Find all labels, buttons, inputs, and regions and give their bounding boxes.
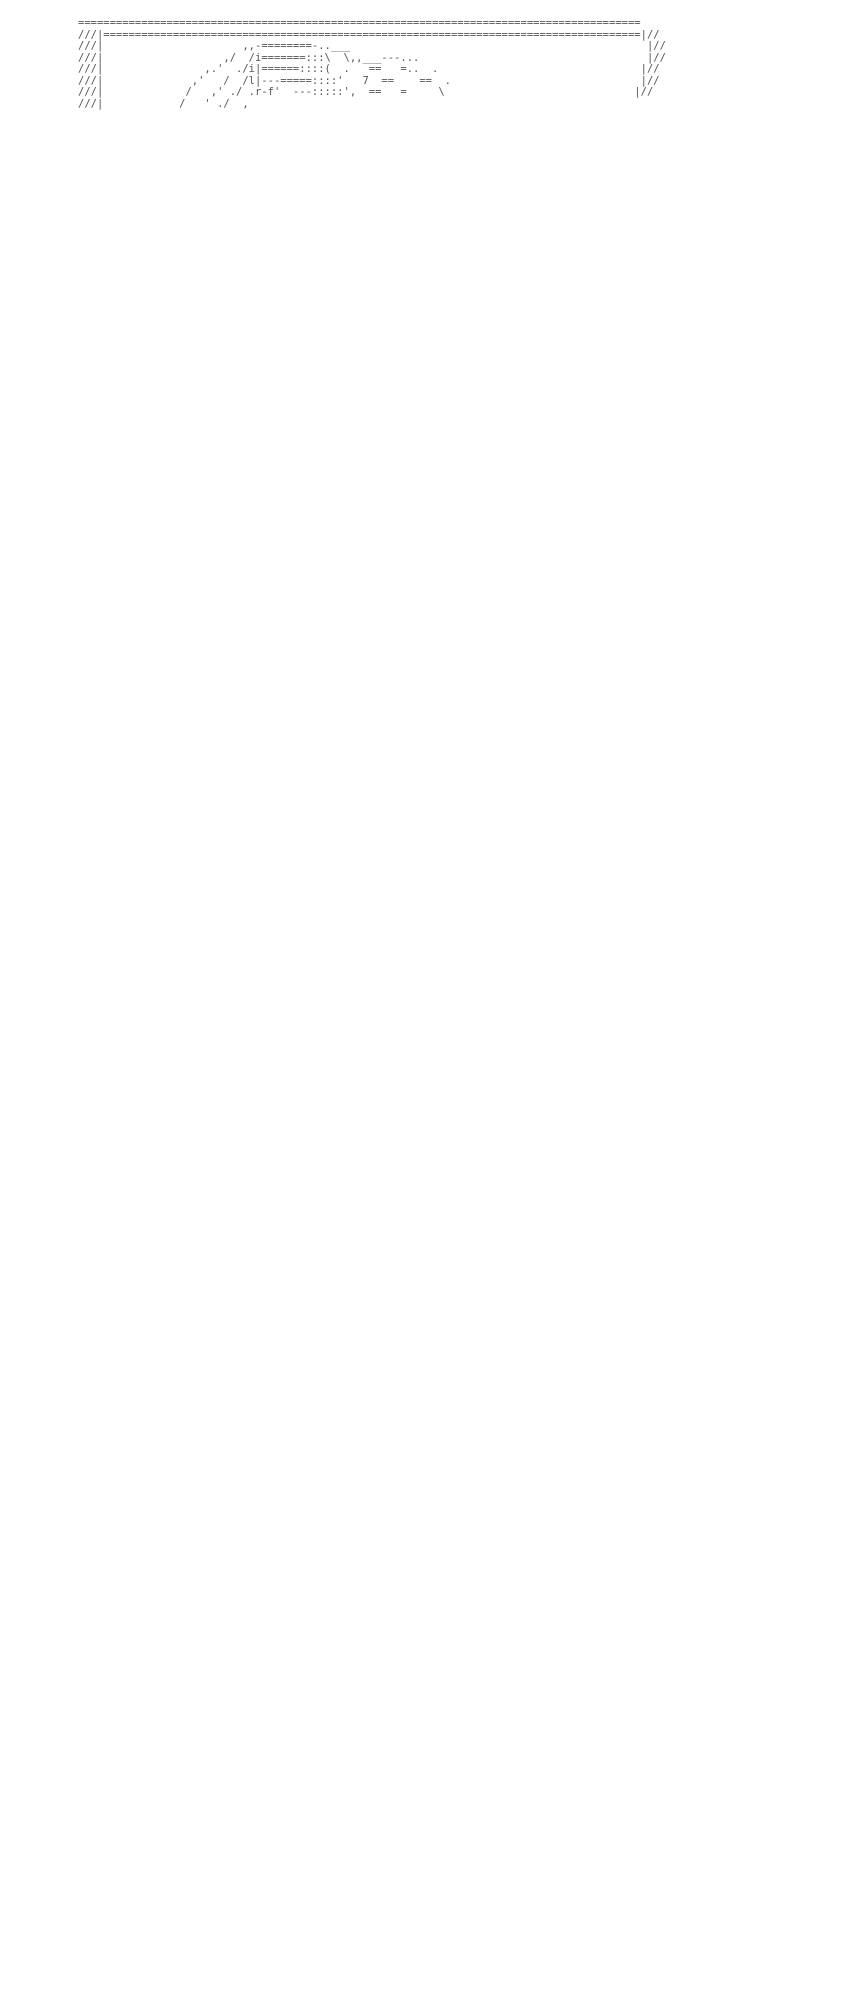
ascii-art-ramen-monitor: ========================================================================================= ///|=====================================================================================|// ///| ,,-========-..___ |// ///| ,/ /i=======:::\ \,,___---... |// ///| ,.' ./i|======::::( . == =.. . |// ///| ,' / /l|---=====::::' 7 == == . |// ///| / ,' ./ .r-f' ---:::::', == = \ |// ///| / ' ./ , [78,18,666,110]
